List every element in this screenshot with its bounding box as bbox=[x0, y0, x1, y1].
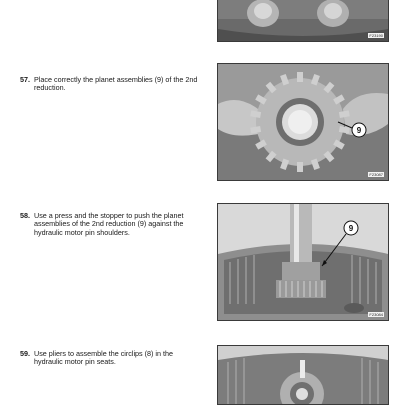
callout-9: 9 bbox=[356, 126, 362, 135]
step-text: Use pliers to assemble the circlips (8) in the hydraulic motor pin seats. bbox=[34, 349, 174, 367]
callout-9: 9 bbox=[348, 224, 354, 233]
photo-id-label: F23087 bbox=[369, 172, 383, 177]
photo-press-stopper bbox=[217, 203, 389, 321]
step-number: 57. bbox=[20, 75, 30, 84]
photo-planet-gear-image bbox=[218, 64, 388, 180]
step-number: 59. bbox=[20, 349, 30, 358]
step-text: Use a press and the stopper to push the planet assemblies of the 2nd reduction (9) against the hydraulic motor pin shoulders. bbox=[34, 211, 184, 237]
photo-planet-gear bbox=[217, 63, 389, 181]
step-58 bbox=[20, 211, 200, 237]
step-59 bbox=[20, 349, 200, 367]
photo-planet-shafts bbox=[217, 0, 389, 42]
photo-id-label: F23190 bbox=[369, 33, 383, 38]
step-number: 58. bbox=[20, 211, 30, 220]
step-57 bbox=[20, 75, 200, 93]
photo-id-label: F23084 bbox=[369, 312, 383, 317]
photo-circlips-image bbox=[218, 346, 388, 404]
step-text: Place correctly the planet assemblies (9) of the 2nd reduction. bbox=[34, 75, 198, 93]
photo-planet-shafts-image bbox=[218, 0, 388, 41]
photo-press-stopper-image bbox=[218, 204, 388, 320]
photo-circlips bbox=[217, 345, 389, 405]
